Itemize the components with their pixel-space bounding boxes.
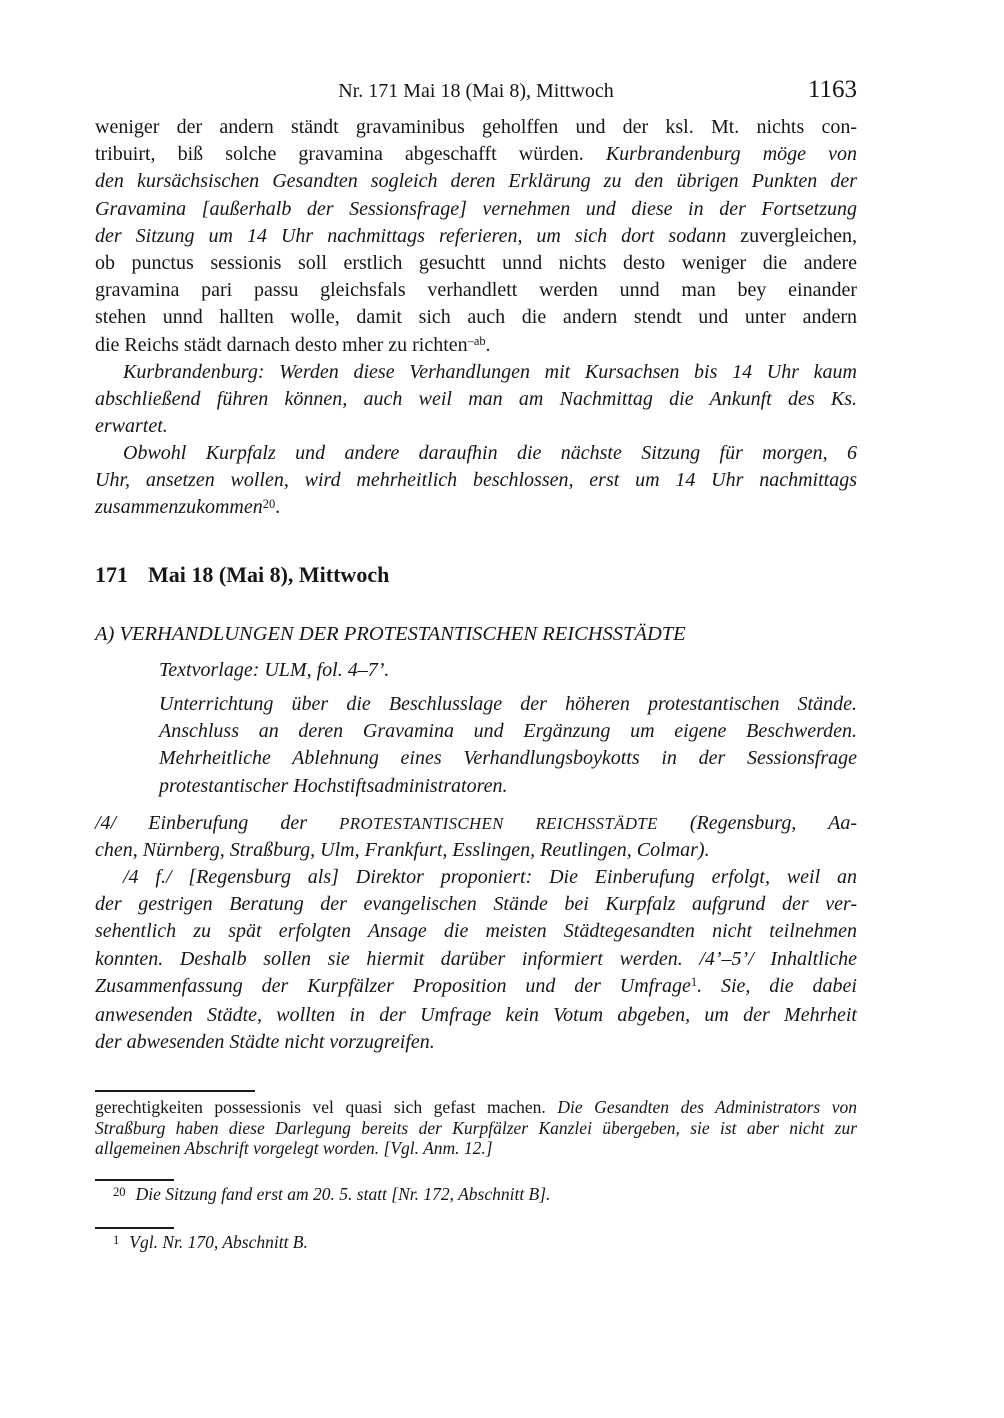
text-line: allgemeinen Abschrift vorgelegt worden. [Vgl. Anm. 12.] (95, 1138, 493, 1158)
text-line: /4 f./ [Regensburg als] Direktor proponiert: Die Einberufung erfolgt, weil an (123, 866, 857, 888)
entry-title: Mai 18 (Mai 8), Mittwoch (148, 562, 390, 587)
text-line: protestantischer Hochstiftsadministratoren. (159, 774, 508, 797)
text-line: den kursächsischen Gesandten sogleich deren Erklärung zu den übrigen Punkten der (95, 170, 857, 193)
text-line: gerechtigkeiten possessionis vel quasi sich gefast machen. Die Gesandten des Administrators von (95, 1097, 857, 1117)
editorial-paragraph-kurbrandenburg (95, 359, 857, 441)
entry-heading (95, 562, 857, 588)
text-line: Kurbrandenburg: Werden diese Verhandlungen mit Kursachsen bis 14 Uhr kaum (123, 361, 857, 383)
editorial-paragraph-kurpfalz (95, 440, 857, 524)
text-line: Obwohl Kurpfalz und andere daraufhin die nächste Sitzung für morgen, 6 (123, 442, 857, 464)
paragraph-fol4 (95, 810, 857, 864)
footnote-1-rule (95, 1227, 174, 1229)
paragraph-fol4f (95, 864, 857, 1056)
footnote-20 (95, 1184, 857, 1207)
text-line: Gravamina [außerhalb der Sessionsfrage] vernehmen und diese in der Fortsetzung (95, 197, 857, 220)
text-line: gravamina pari passu gleichsfals verhandlett werden unnd man bey einander (95, 279, 857, 302)
entry-number: 171 (95, 562, 128, 587)
text-line: Uhr, ansetzen wollen, wird mehrheitlich beschlossen, erst um 14 Uhr nachmittags (95, 469, 857, 492)
text-line: Unterrichtung über die Beschlusslage der höheren protestantischen Stände. (159, 693, 857, 715)
text-line: tribuirt, biß solche gravamina abgeschafft würden. Kurbrandenburg möge von (95, 143, 857, 166)
text-line: Mehrheitliche Ablehnung eines Verhandlungsboykotts in der Sessionsfrage (159, 747, 857, 770)
running-header-title: Nr. 171 Mai 18 (Mai 8), Mittwoch (338, 80, 614, 102)
text-line: /4/ Einberufung der PROTESTANTISCHEN REICHSSTÄDTE (Regensburg, Aa- (95, 812, 857, 834)
text-line: Straßburg haben diese Darlegung bereits der Kurpfälzer Kanzlei übergeben, sie ist aber nicht zur (95, 1117, 857, 1138)
footnote-continuation (95, 1097, 857, 1159)
summary-block (159, 691, 857, 800)
text-line: $^1$ Vgl. Nr. 170, Abschnitt B. (113, 1232, 308, 1252)
text-line: weniger der andern ständt gravaminibus geholffen und der ksl. Mt. nichts con- (95, 116, 857, 138)
text-line: die Reichs städt darnach desto mher zu richten$^{-ab}$. (95, 333, 491, 356)
text-line: chen, Nürnberg, Straßburg, Ulm, Frankfurt, Esslingen, Reutlingen, Colmar). (95, 839, 710, 862)
text-line: stehen unnd hallten wolle, damit sich auch die andern stendt und unter andern (95, 306, 857, 329)
section-a-heading: A) VERHANDLUNGEN DER PROTESTANTISCHEN REICHSSTÄDTE (95, 623, 686, 645)
text-line: abschließend führen können, auch weil man am Nachmittag die Ankunft des Ks. (95, 388, 857, 411)
text-line: erwartet. (95, 415, 168, 438)
page-number: 1163 (807, 76, 857, 103)
text-line: Zusammenfassung der Kurpfälzer Proposition und der Umfrage$^1$. Sie, die dabei (95, 974, 857, 997)
text-line: zusammenzukommen$^{20}$. (95, 496, 281, 519)
text-line: der gestrigen Beratung der evangelischen Stände bei Kurpfalz aufgrund der ver- (95, 893, 857, 916)
text-line: $^{20}$ Die Sitzung fand erst am 20. 5. statt [Nr. 172, Abschnitt B]. (113, 1184, 551, 1204)
record-paragraph-continuation (95, 114, 857, 361)
text-line: der Sitzung um 14 Uhr nachmittags referieren, um sich dort sodann zuvergleichen, (95, 224, 857, 247)
footnote-20-rule (95, 1179, 174, 1181)
text-line: ob punctus sessionis soll erstlich gesuchtt unnd nichts desto weniger die andere (95, 252, 857, 275)
text-line: konnten. Deshalb sollen sie hiermit darüber informiert werden. /4’–5’/ Inhaltliche (95, 947, 857, 970)
text-line: der abwesenden Städte nicht vorzugreifen. (95, 1031, 435, 1054)
text-line: sehentlich zu spät erfolgten Ansage die meisten Städtegesandten nicht teilnehmen (95, 920, 857, 943)
running-header (95, 76, 857, 103)
text-line: Anschluss an deren Gravamina und Ergänzung um eigene Beschwerden. (159, 720, 857, 743)
footnote-1 (95, 1232, 857, 1255)
textvorlage-line: Textvorlage: ULM, fol. 4–7’. (159, 659, 390, 681)
text-line: anwesenden Städte, wollten in der Umfrage kein Votum abgeben, um der Mehrheit (95, 1004, 857, 1027)
footnote-separator-rule (95, 1090, 255, 1092)
